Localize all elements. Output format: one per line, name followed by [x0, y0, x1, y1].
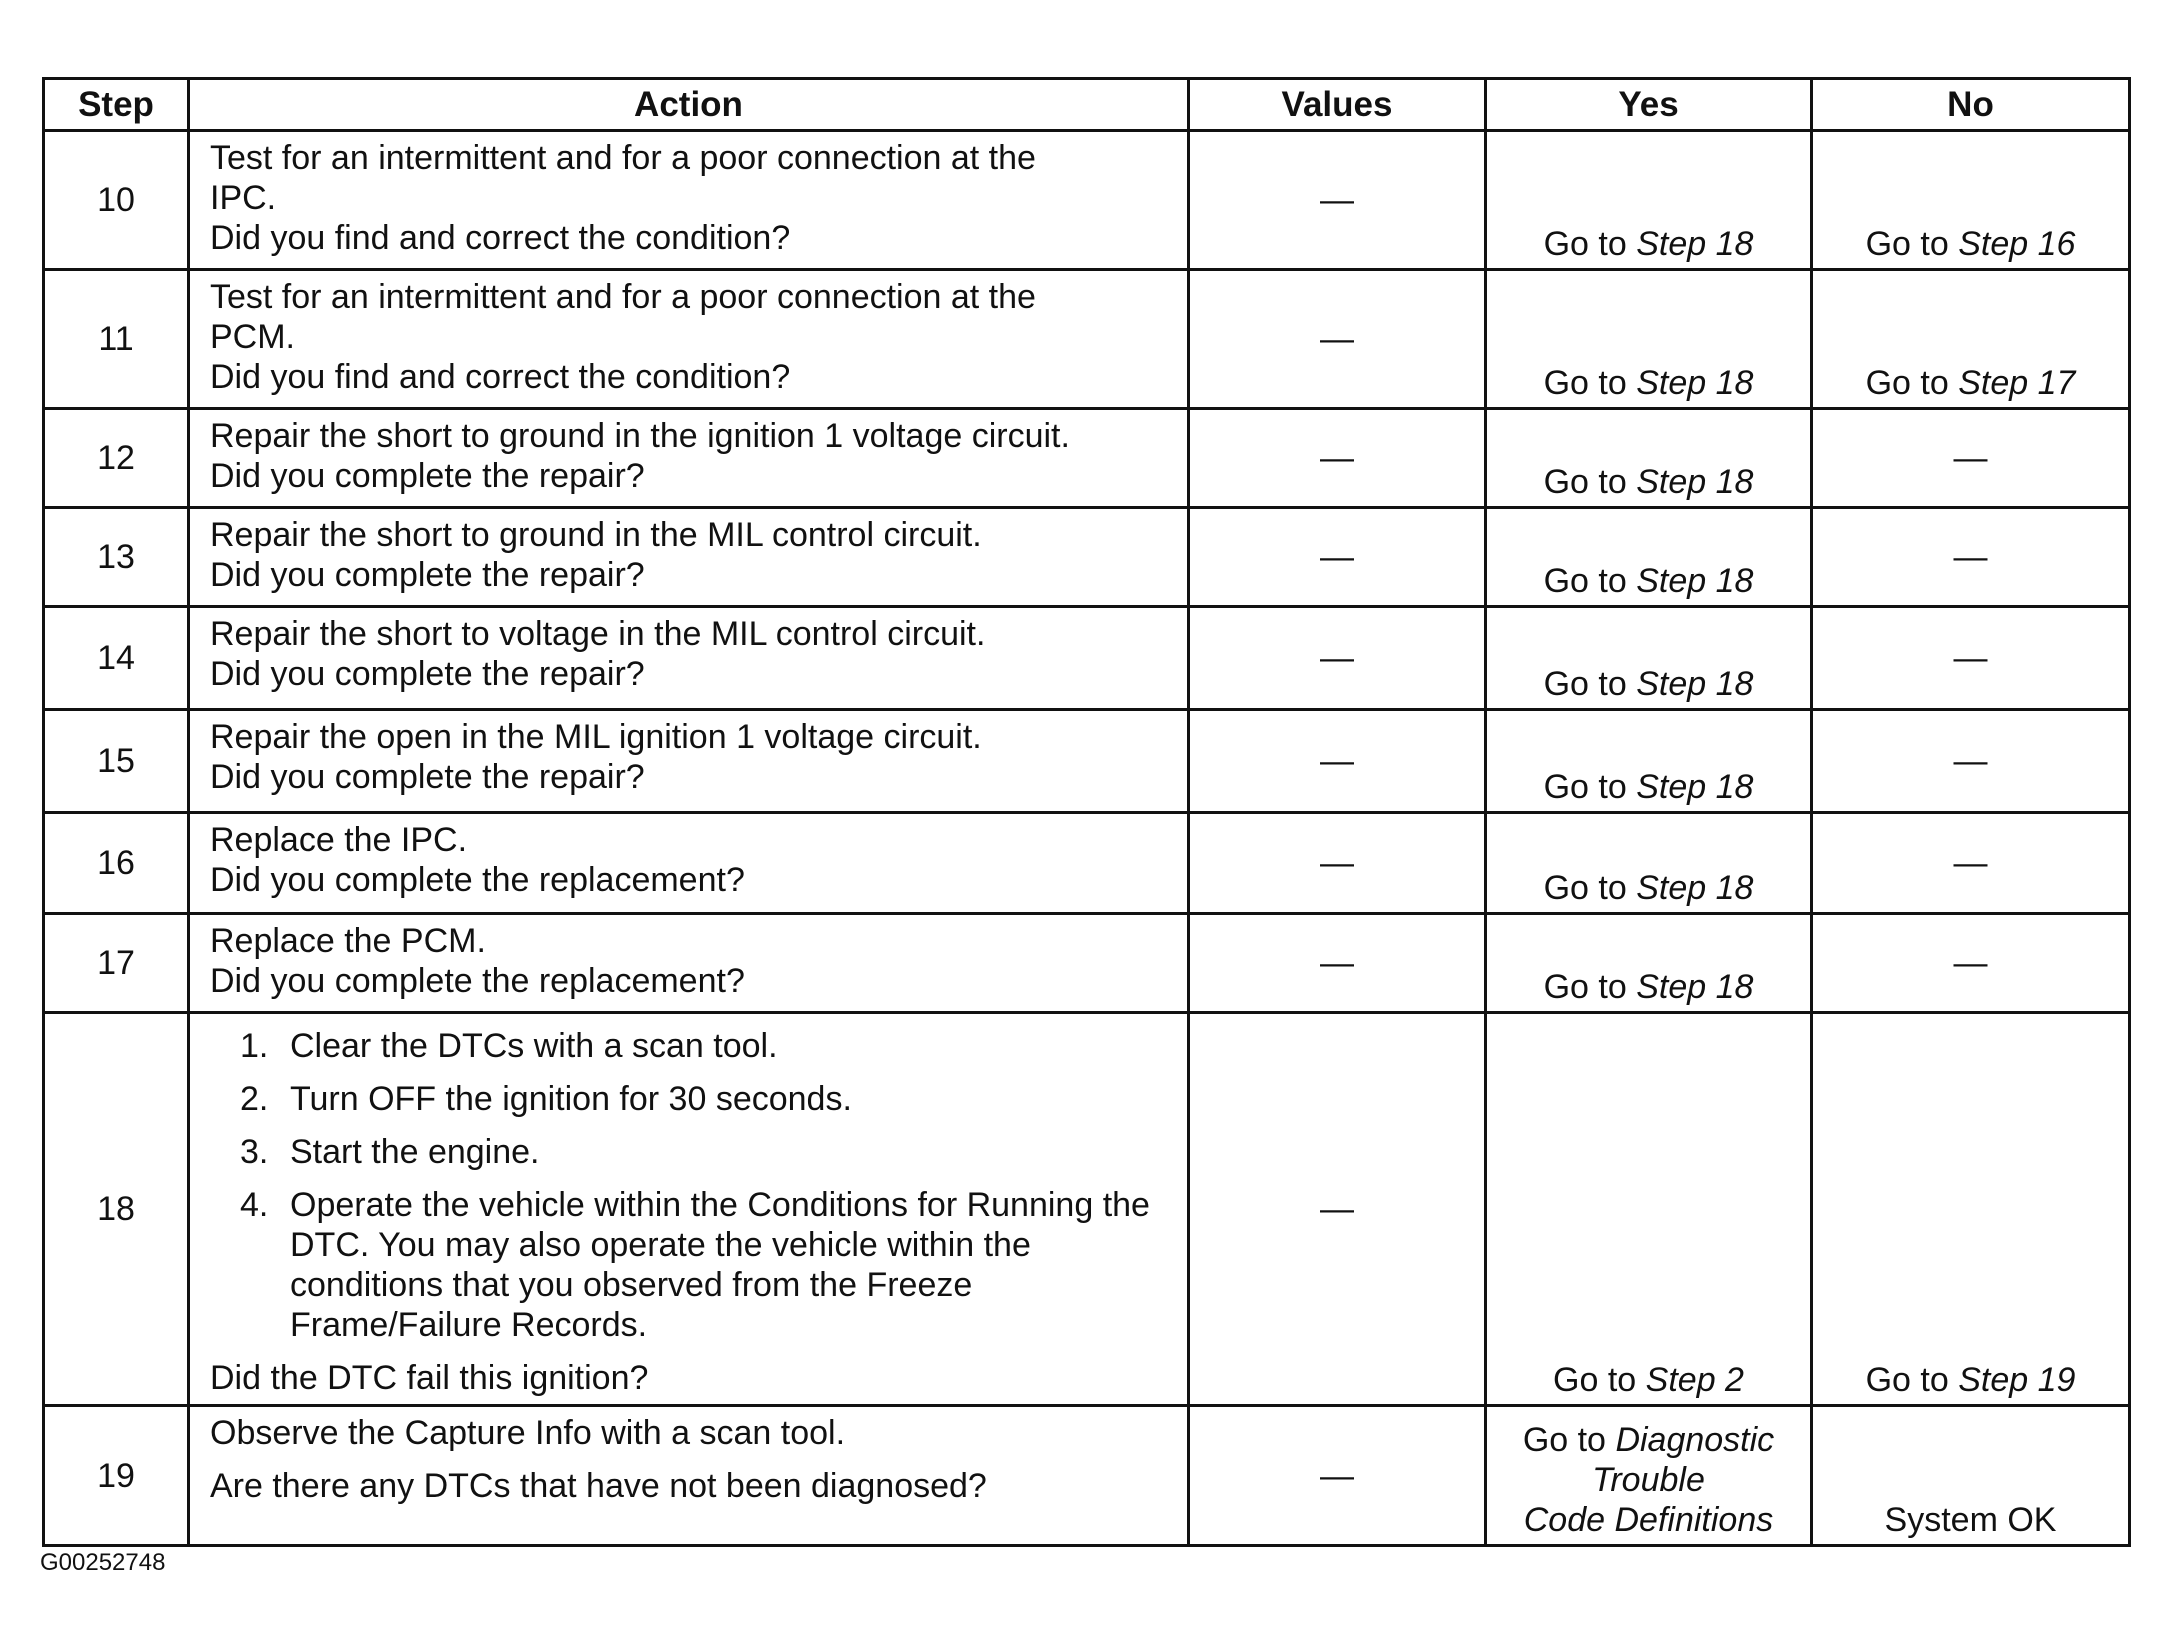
action-question: Did the DTC fail this ignition?	[210, 1359, 649, 1397]
yes-cell	[1486, 813, 1812, 914]
action-text: Are there any DTCs that have not been diagnosed?	[210, 1467, 987, 1505]
yes-prefix: Go to	[1543, 562, 1627, 600]
yes-prefix: Go to	[1543, 768, 1627, 806]
values-cell: —	[1189, 914, 1486, 1013]
no-step-ref: Step 19	[1958, 1361, 2076, 1399]
yes-ref-line: Trouble	[1592, 1461, 1705, 1499]
list-item	[210, 1026, 1173, 1066]
action-text: Did you complete the replacement?	[210, 962, 745, 1000]
yes-step-ref: Step 18	[1636, 364, 1754, 402]
no-step-ref: Step 17	[1958, 364, 2076, 402]
no-cell: —	[1812, 813, 2130, 914]
no-cell: —	[1812, 607, 2130, 710]
step-number: 11	[44, 270, 189, 409]
yes-cell	[1486, 270, 1812, 409]
no-cell	[1812, 131, 2130, 270]
table-row	[44, 270, 2130, 409]
no-step-ref: Step 16	[1958, 225, 2076, 263]
no-cell	[1812, 270, 2130, 409]
yes-prefix: Go to	[1543, 869, 1627, 907]
list-item-number: 1.	[240, 1027, 269, 1065]
no-cell: —	[1812, 409, 2130, 508]
action-cell	[189, 914, 1189, 1013]
yes-step-ref: Step 18	[1636, 665, 1754, 703]
values-cell: —	[1189, 508, 1486, 607]
action-cell	[189, 710, 1189, 813]
no-prefix: Go to	[1865, 1361, 1949, 1399]
values-cell: —	[1189, 1406, 1486, 1546]
yes-step-ref: Step 18	[1636, 968, 1754, 1006]
list-item-number: 2.	[240, 1080, 269, 1118]
header-step: Step	[44, 79, 189, 131]
step-number: 18	[44, 1013, 189, 1406]
table-row	[44, 914, 2130, 1013]
action-text: IPC.	[210, 179, 277, 217]
header-no: No	[1812, 79, 2130, 131]
yes-step-ref: Step 18	[1636, 768, 1754, 806]
yes-cell	[1486, 508, 1812, 607]
list-item	[210, 1185, 1173, 1345]
step-number: 13	[44, 508, 189, 607]
yes-prefix: Go to	[1543, 364, 1627, 402]
action-cell	[189, 607, 1189, 710]
action-cell	[189, 1406, 1189, 1546]
list-item	[210, 1079, 1173, 1119]
action-cell	[189, 131, 1189, 270]
values-cell: —	[1189, 131, 1486, 270]
action-text: Repair the short to ground in the ignition 1 voltage circuit.	[210, 417, 1070, 455]
no-prefix: Go to	[1865, 225, 1949, 263]
action-text: Did you find and correct the condition?	[210, 358, 791, 396]
no-cell: System OK	[1812, 1406, 2130, 1546]
values-cell: —	[1189, 270, 1486, 409]
yes-ref-line: Code Definitions	[1523, 1501, 1774, 1539]
header-values: Values	[1189, 79, 1486, 131]
action-cell	[189, 1013, 1189, 1406]
step-number: 10	[44, 131, 189, 270]
values-cell: —	[1189, 409, 1486, 508]
table-row	[44, 710, 2130, 813]
table-row	[44, 131, 2130, 270]
action-text: Test for an intermittent and for a poor connection at the	[210, 278, 1036, 316]
values-cell: —	[1189, 710, 1486, 813]
step-number: 12	[44, 409, 189, 508]
yes-cell	[1486, 710, 1812, 813]
header-yes: Yes	[1486, 79, 1812, 131]
list-item-number: 3.	[240, 1133, 269, 1171]
step-number: 14	[44, 607, 189, 710]
action-text: Replace the PCM.	[210, 922, 486, 960]
action-cell	[189, 508, 1189, 607]
action-text: Replace the IPC.	[210, 821, 468, 859]
table-row	[44, 1406, 2130, 1546]
action-text: Did you complete the repair?	[210, 655, 645, 693]
yes-cell	[1486, 607, 1812, 710]
action-text: Did you complete the repair?	[210, 556, 645, 594]
table-row	[44, 409, 2130, 508]
values-cell: —	[1189, 607, 1486, 710]
step-number: 16	[44, 813, 189, 914]
header-action: Action	[189, 79, 1189, 131]
no-prefix: Go to	[1865, 364, 1949, 402]
no-cell: —	[1812, 710, 2130, 813]
yes-prefix: Go to	[1543, 665, 1627, 703]
step-number: 19	[44, 1406, 189, 1546]
list-item-text: Turn OFF the ignition for 30 seconds.	[290, 1080, 852, 1118]
procedure-list	[210, 1026, 1173, 1345]
action-text: Repair the short to ground in the MIL control circuit.	[210, 516, 982, 554]
yes-cell	[1486, 914, 1812, 1013]
no-cell: —	[1812, 914, 2130, 1013]
yes-step-ref: Step 18	[1636, 463, 1754, 501]
yes-line	[1487, 1420, 1810, 1460]
yes-ref-line: Diagnostic	[1615, 1421, 1775, 1459]
yes-cell	[1486, 1013, 1812, 1406]
list-item-text: Clear the DTCs with a scan tool.	[290, 1027, 778, 1065]
diagnostic-table	[42, 77, 2131, 1547]
yes-cell	[1486, 1406, 1812, 1546]
header-row	[44, 79, 2130, 131]
action-text: Repair the open in the MIL ignition 1 voltage circuit.	[210, 718, 982, 756]
action-text: Repair the short to voltage in the MIL control circuit.	[210, 615, 986, 653]
table-row	[44, 508, 2130, 607]
yes-step-ref: Step 18	[1636, 225, 1754, 263]
yes-prefix: Go to	[1553, 1361, 1637, 1399]
yes-prefix: Go to	[1543, 225, 1627, 263]
table-row	[44, 607, 2130, 710]
action-cell	[189, 270, 1189, 409]
action-text: Did you complete the replacement?	[210, 861, 745, 899]
yes-prefix: Go to	[1543, 463, 1627, 501]
action-cell	[189, 409, 1189, 508]
list-item	[210, 1132, 1173, 1172]
yes-step-ref: Step 2	[1645, 1361, 1744, 1399]
list-item-number: 4.	[240, 1186, 269, 1224]
yes-cell	[1486, 409, 1812, 508]
action-cell	[189, 813, 1189, 914]
list-item-text: Operate the vehicle within the Conditions for Running the DTC. You may also operate the vehicle within the conditions that you observed from the Freeze Frame/Failure Records.	[290, 1186, 1150, 1344]
no-cell: —	[1812, 508, 2130, 607]
table-row	[44, 813, 2130, 914]
no-cell	[1812, 1013, 2130, 1406]
yes-step-ref: Step 18	[1636, 869, 1754, 907]
values-cell: —	[1189, 813, 1486, 914]
action-text: Test for an intermittent and for a poor connection at the	[210, 139, 1036, 177]
yes-step-ref: Step 18	[1636, 562, 1754, 600]
action-text: Did you complete the repair?	[210, 457, 645, 495]
yes-prefix: Go to	[1543, 968, 1627, 1006]
action-text: PCM.	[210, 318, 295, 356]
yes-prefix: Go to	[1522, 1421, 1606, 1459]
values-cell: —	[1189, 1013, 1486, 1406]
action-text: Did you complete the repair?	[210, 758, 645, 796]
action-text: Did you find and correct the condition?	[210, 219, 791, 257]
action-text: Observe the Capture Info with a scan tool.	[210, 1414, 846, 1452]
list-item-text: Start the engine.	[290, 1133, 540, 1171]
step-number: 17	[44, 914, 189, 1013]
yes-cell	[1486, 131, 1812, 270]
table-row	[44, 1013, 2130, 1406]
step-number: 15	[44, 710, 189, 813]
figure-code: G00252748	[40, 1549, 166, 1576]
